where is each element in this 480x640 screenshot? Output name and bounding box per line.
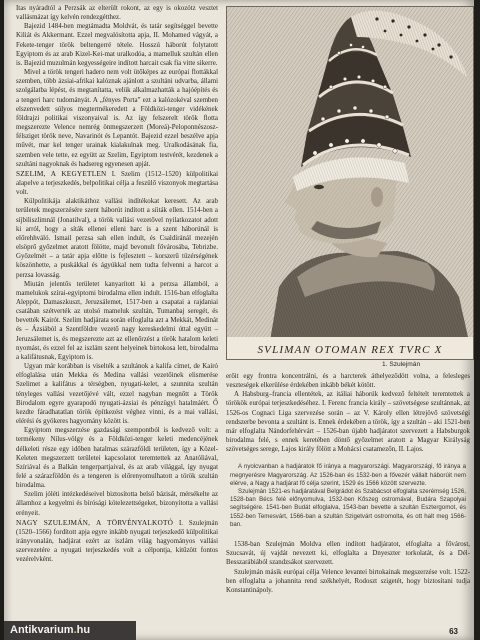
- portrait-inscription: SVLIMAN OTOMAN REX TVRC X: [257, 344, 443, 356]
- paragraph-text: Egyiptom megszerzése gazdasági szempontból is kedvező volt: a termékeny Nílus-völgy és a Földközi-tenger keleti medencéjének délkeleti része egy időben hatalmas szárazföldi területen, így a Közel-Keleten megszerzett területei kapcsolatot teremtettek az Anatóliával, Szíriával és a Balkán tengerpartjaival, és az arab világgal, így nyugat felé a szárazföldön és a tengeren is előrenyomulhatott a török szultán birodalma.: [16, 427, 218, 490]
- text-paragraph: [16, 4, 218, 22]
- book-page: [4, 0, 474, 640]
- paragraph-text: Ugyan már korábban is viselték a szultánok a kalifa címet, de Kairó elfoglalása után Mekka és Medina vallási vezetőinek elismerése Szelimet a kalifátus a térségben, nyugati-kelet, a szunnita szultán tényleges vallási vezetőjévé vált, ezzel nagyban megnőtt a Török Birodalom egyre gyarapodó nyugati-ázsiai és pénzügyi hatalmáért. Ő kezdte fáradhatatlan török építkezést véghez vinni, és a mai vallási, elérési és gyökeres hagyomány között is.: [16, 363, 218, 426]
- text-paragraph: [226, 372, 470, 390]
- paragraph-text: I. Szulejmán (1520–1566) fordított apja egyre inkább nyugati terjeszkedő külpolitikai irányvonalán, hadjárat ezért az iszlám világ hagyományos vallási szervezetére a nyugati terjeszkedés volt a célpontja, kitűzött fontos vezérelvként.: [16, 519, 218, 564]
- text-paragraph: [16, 280, 218, 362]
- section-heading: NAGY SZULEJMÁN, A TÖRVÉNYALKOTÓ: [16, 517, 174, 527]
- paragraph-text: erőit egy frontra koncentrálni, és a harcterek áthelyeződött volna, a felesleges veszteségek elkerülése érdekében inkább békét kötött.: [226, 373, 470, 390]
- text-paragraph: [226, 568, 470, 595]
- paragraph-text: Szulejmán másik európai célja Velence levantei birtokainak megszerzése volt. 1522-ben elfoglalta a johannita rend székhelyét, Rodoszt szigetét, hogy biztosítani tudja Konstantinápoly.: [226, 568, 470, 594]
- portrait-illustration: [227, 7, 473, 359]
- right-text-column: [226, 372, 470, 595]
- text-paragraph: [16, 68, 218, 169]
- text-paragraph: [16, 362, 218, 426]
- watermark-suffix: hu: [76, 624, 91, 636]
- paragraph-text: Szelim jóléti intézkedéseivel biztosította belső bázisát, mérsékelte az államhoz a kegyelmi és bírósági kötelezettségeket, bizonyította a vallási erényeit.: [16, 491, 218, 517]
- page-number: 63: [449, 627, 458, 636]
- site-watermark: [4, 621, 136, 640]
- text-paragraph: [226, 540, 470, 567]
- sidebar-note: [226, 460, 470, 532]
- figure-caption: 1. Szulejmán: [382, 361, 421, 368]
- text-paragraph: [16, 197, 218, 279]
- right-text-continuation: [226, 540, 470, 595]
- paragraph-text: 1538-ban Szulejmán Moldva ellen indított hadjáratot, elfoglalta a fővárost, Szucsavát, új vajdát nevezett ki, elfoglalta a Dnyeszter torkolatát, és a Dél-Besszarábiából szandzsákot szervezett.: [226, 541, 470, 567]
- text-paragraph: [16, 169, 218, 197]
- text-paragraph: [16, 426, 218, 490]
- text-paragraph: [226, 390, 470, 454]
- watermark-dot: .: [73, 624, 77, 636]
- paragraph-text: Külpolitikája alaktikáthoz vallási indítékokat keresett. Az arab területek megszerzésére szent háborút indított a síiták ellen. 1514-ben a síjbiliszlimnál (Jonatilval), a török vallási vezetővel nyilatkozatot adott ki arról, hogy a síták ellenei elleni harc is a szent háborúnál is előrehhváló. Ismail perzsa sah ellen indult, és Csaldíránál mezején elsöprő győzelmet aratott fölötte, majd bevonult fővárosába, Tebrizbe. Győzelmét – a tatár apja előtte is fejlesztett – korszerű tüzérségének köszönhette, a puskákkal és ágyúkkal nem tudta felvenni a harcot a perzsa lovasság.: [16, 198, 218, 279]
- note-paragraph: A nyolcvanban a hadjáratok fő iránya a magyarországi. Magyarországi, fő iránya a megnyerésre Magyarország. Az 1526-ban és 1532-ben a fővezér vállalt háborúit nem elérve, a Nagy a hadjárat fő célja szerint, 1529 és 1566 között szervezte.: [230, 463, 466, 487]
- left-text-column: [16, 4, 218, 565]
- text-paragraph: [16, 518, 218, 565]
- paragraph-text: I. Szelim (1512–1520) külpolitikai alapelve a terjeszkedés, belpolitikai célja a feszülő viszonyok megtartása volt.: [16, 170, 218, 197]
- text-paragraph: [16, 490, 218, 517]
- paragraph-text: Mivel a török tengeri hadero nem volt ütőképes az európai flottákkal szemben, több ázsiai-afrikai kalóznak ajánlott a szultáni udvarba, állami szolgálatba lépést, és megtanítatta, velük alkalmazhatták a hajóépítés és a tengeri harc tudományát. A „fényes Porta” ezt a kalózokéval szemben elszenvedett súlyos megtermékeredett a Földközi-tenger vidékének földrajzi politikai viszonyaival is. Az így felszerelt török flotta megszerezte Velence nemrég önmegszerzett (Moreá)-Peloponnészosz-félsziget török neve, Navarinót és Lepantót. Bajezid ezzel beszélve apja művét, mar kel tenger urainak kialakulnak meg. Uralkodásának fia, szemben vele tette, ez együtt az Szelim, Egyiptom testvérét, kezdenek a szultáni nagyoknak és hadsereg egyenesen apját.: [16, 69, 218, 168]
- note-paragraph: Szulejmán 1521-es hadjáratával Belgrádot és Szabácsot elfoglalta szerémség 1526, 1528-ban Bécs felé előnyomulva, 1532-ben Kőszeg ostromával, Budára Szapolyai segítségére. 1541-ben Budát elfoglalva, 1543-ban bevette a szultán Esztergomot, és 1552-ben Temesvárt, 1566-ban a szultán Szigetvárt ostromolta, és ott halt meg 1566-ban.: [230, 488, 466, 528]
- paragraph-text: A Habsburg–francia ellentétek, az itáliai háborúk kedvező feltételt teremtettek a törökök európai terjeszkedéséhez. I. Ferenc francia király – szövetségese szultánnak, az 1526-os Cognaci Liga szervezése során – az V. Károly ellen létrejövő szövetségi rendszerbe bevonta a szultánt is. Ennek érdekében a török, így a szultán – aki 1521-ben már elfoglalta Nándorfehérvárt – 1526-ban újabb hadjáratot szervezett a Habsburgok birodalma felé, s ennek keretében döntő győzelmet aratott a Magyar Királyság szövetséges serege, Lajos király fölött a Mohácsi csatamezőn, II. Lajos.: [226, 391, 470, 454]
- paragraph-text: Miután jelentős területet kanyarított ki a perzsa államból, a mamelukok szírai-egyiptomi birodalma ellen indult. 1516-ban elfoglalta Aleppót, Damaszkuszt, Jeruzsálemet, 1517-ben a csapatai a rajdaniai csatában szétverték az utolsó mameluk szultán, Tumanbaj seregét, és bevették Kairót. Szelim hadjárata során elfoglalta azt a Mekkát, Medinát és – Ázsiából a Szentföldre vezető nagy kereskedelmi úttal együtt – Jeruzsálemet is, és megszerezte azt az ellenőrzést a török hatalom keleti nyomást, és ezzel fel az iszlám szent helyeinek birtokosa lett, birodalma a kalifátusnak, Egyiptom is.: [16, 280, 218, 361]
- portrait-engraving: [226, 6, 474, 360]
- watermark-prefix: Antikvarium: [10, 624, 74, 636]
- paragraph-text: Bajezid 1484-ben megtámadta Moldvát, és tatár segítséggel bevette Kiliát és Akkermant. Ezzel megvalósította apja, II. Mohamed vágyát, a Fekete-tenger török beltengerré tétele. Hosszú háborút folytatott Egyiptom és az arab Kizel-Kei-mat uralkodóa, a mamelluk szultán ellen is. Bajezid muzulmán kegyességeire indított harcait csak fia vitte sikerre.: [16, 23, 218, 67]
- section-heading: SZELIM, A KEGYETLEN: [16, 168, 107, 178]
- paragraph-text: Itas nyáradtól a Perzsák az elterült rokont, az egy is okozótz vesztet vallásmázat így kelvén rendezgétthez.: [16, 5, 218, 22]
- text-paragraph: [16, 22, 218, 68]
